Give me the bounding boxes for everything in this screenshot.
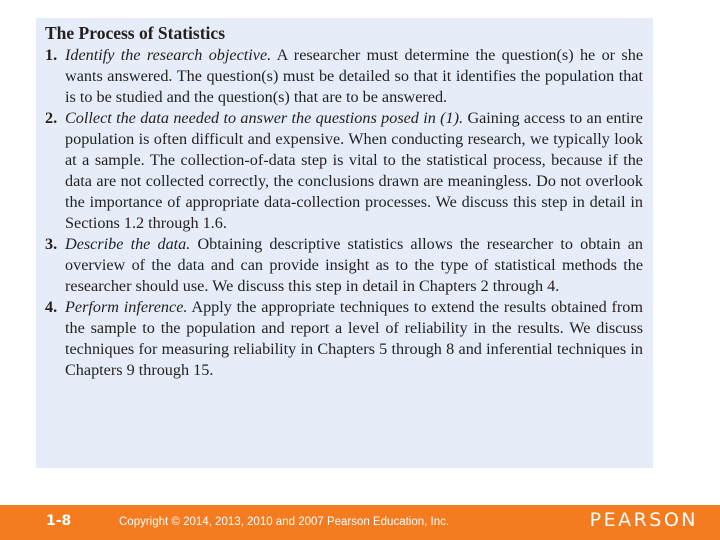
step-4	[45, 297, 643, 381]
step-heading: Collect the data needed to answer the questions posed in (1).	[65, 109, 464, 127]
step-body	[65, 108, 643, 234]
step-heading: Describe the data.	[65, 235, 191, 253]
step-number: 1.	[45, 46, 58, 64]
step-1	[45, 45, 643, 108]
copyright-text: Copyright © 2014, 2013, 2010 and 2007 Pearson Education, Inc.	[119, 516, 450, 528]
panel-title: The Process of Statistics	[45, 23, 225, 43]
pearson-logo: PEARSON	[589, 509, 698, 531]
step-body	[65, 234, 643, 297]
process-panel	[36, 18, 653, 468]
footer-bar	[0, 505, 720, 540]
step-3	[45, 234, 643, 297]
page-number: 1-8	[46, 513, 72, 529]
step-text: A researcher must determine the question(s) he or she wants answered. The question(s) must be detailed so that it identifies the population that is to be studied and the question(s) that are to be answered.	[65, 46, 644, 106]
step-text: Gaining access to an entire population is often difficult and expensive. When conducting research, we typically look at a sample. The collection-of-data step is vital to the statistical process, because if the data are not collected correctly, the conclusions drawn are meaningless. Do not overlook the importance of appropriate data-collection processes. We discuss this step in detail in Sections 1.2 through 1.6.	[65, 109, 643, 232]
step-body	[65, 297, 643, 381]
step-text: Apply the appropriate techniques to extend the results obtained from the sample to the population and report a level of reliability in the results. We discuss techniques for measuring reliability in Chapters 5 through 8 and inferential techniques in Chapters 9 through 15.	[65, 298, 643, 379]
step-2	[45, 108, 643, 234]
step-text: Obtaining descriptive statistics allows the researcher to obtain an overview of the data and can provide insight as to the type of statistical methods the researcher should use. We discuss this step in detail in Chapters 2 through 4.	[65, 235, 644, 295]
step-number: 2.	[45, 109, 58, 127]
step-heading: Identify the research objective.	[65, 46, 272, 64]
step-number: 4.	[45, 298, 58, 316]
step-heading: Perform inference.	[65, 298, 188, 316]
step-number: 3.	[45, 235, 58, 253]
step-body	[65, 45, 643, 108]
